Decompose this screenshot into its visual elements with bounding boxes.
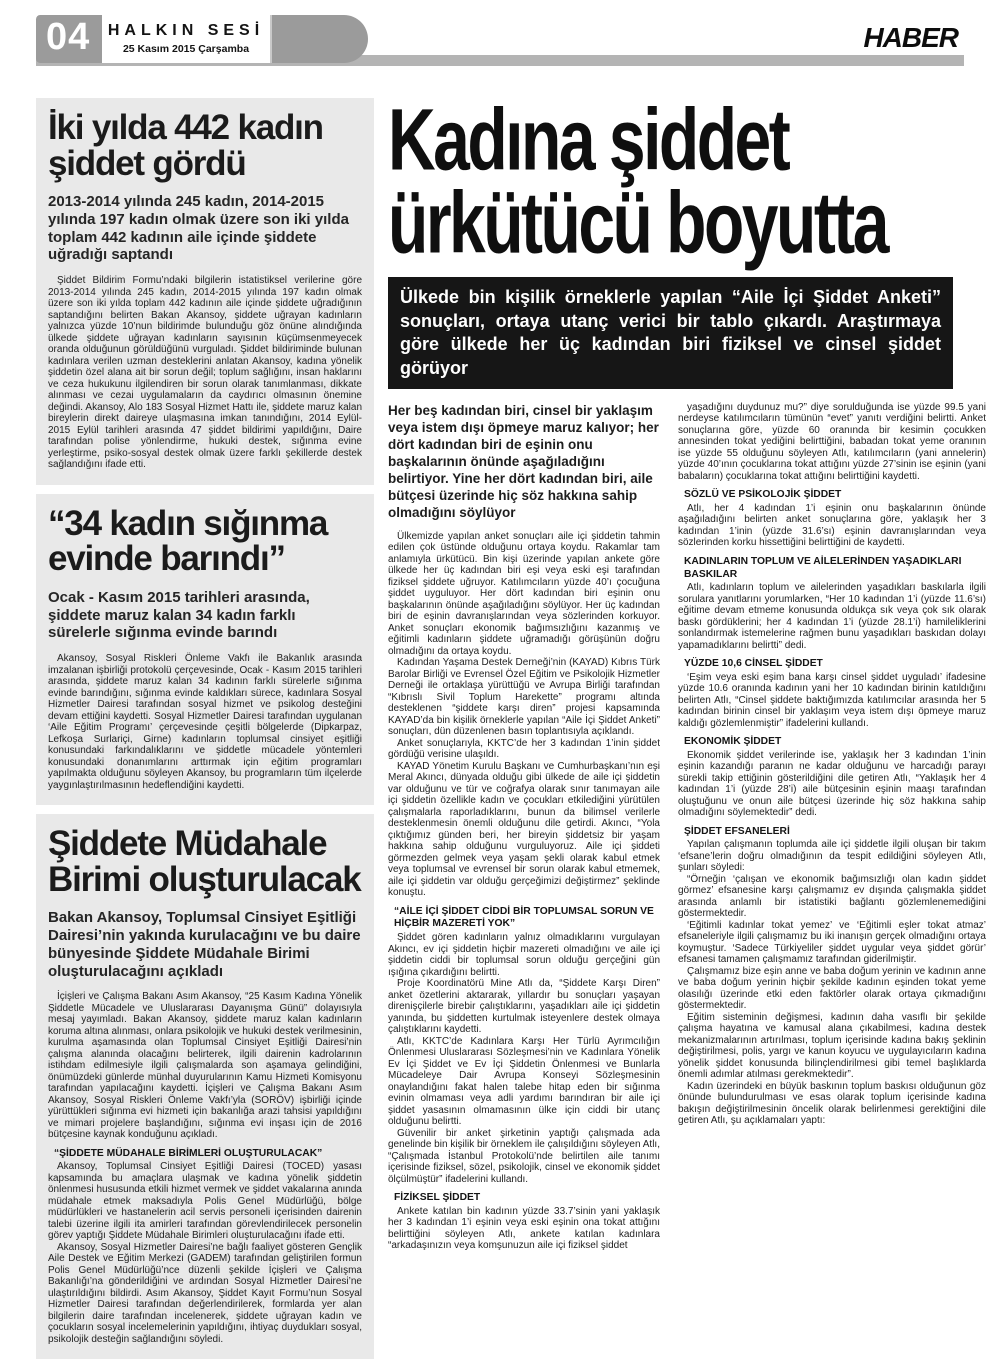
section-subhead: “ŞİDDETE MÜDAHALE BİRİMLERİ OLUŞTURULACAK” (54, 1147, 323, 1159)
page-number: 04 (46, 16, 91, 58)
body-paragraph: Anket sonuçlarıyla, KKTC’de her 3 kadından 1’inin şiddet gördüğü verisine ulaşıldı. (388, 737, 660, 761)
main-body-column-1 (388, 402, 660, 1252)
article-deck: Ocak - Kasım 2015 tarihleri arasında, şiddete maruz kalan 34 kadın farklı sürelerle sığınma evinde barındı (48, 589, 310, 642)
body-paragraph: Proje Koordinatörü Mine Atlı da, “Şiddete Karşı Diren” anket özetlerini aktararak, yıllardır bu sonuçları yaşayan direnişçilerle birebir çalıştıklarını, yaşadıkları aile içi şiddetin yanında, bu şiddetten kurtulmak isteyenlere destek olmaya çalıştıklarını kaydetti. (388, 978, 660, 1036)
lede-box: Ülkede bin kişilik örneklerle yapılan “Aile İçi Şiddet Anketi” sonuçları, ortaya utanç verici bir tablo çıkardı. Araştırmaya göre ülkede her üç kadından biri fiziksel ve cinsel şiddet görüyor (388, 277, 953, 389)
article-deck: Bakan Akansoy, Toplumsal Cinsiyet Eşitliği Dairesi’nin yakında kurulacağını ve bu daire bünyesinde Şiddete Müdahale Birimi oluşturulacağını açıkladı (48, 909, 361, 980)
body-paragraph: Ekonomik şiddet verilerinde ise, yaklaşık her 3 kadından 1’inin eşinin kazandığı paranın ne kadar olduğunu ve harcadığı parayı sürekli takip ettiğinin gösterildiğini dile getiren Atlı, “Yaklaşık her 4 kadından 1’i (yüzde 28’i) aile bütçesinin eşinin maaşı tarafından oluştuğunu ve onun aile bütçesi üzerinde hiç söz hakkına sahip olmadığını söylemektedir” dedi. (678, 749, 986, 819)
body-paragraph: Akansoy, Sosyal Riskleri Önleme Vakfı ile Bakanlık arasında imzalanan işbirliği protokolü çerçevesinde, Ocak - Kasım 2015 tarihleri arasında, şiddete maruz kalan 34 kadının farklı sürelerle sığınma evinde barındığını, sığınma evinde kaldıkları sürece, kadınlara Sosyal Hizmetler Dairesi tarafından sosyal hizmet ve psikolog desteğini devam ettiğini kaydetti. Sosyal Hizmetler Dairesi tarafından uygulanan ‘Aile Eğitim Programı’ çerçevesinde çeşitli bölgelerde (Dipkarpaz, Lefkoşa Surlariçi, Girne) kadınların toplumsal cinsiyet eşitliği konusundaki farkındalıklarını ve şiddetle mücadele yöntemleri konusundaki donanımlarını arttırmak için eğitim programları yapılmakta olduğunu söyleyen Akansoy, bu programların tüm ilçelerde yaygınlaştırılmasının hedeflendiğini kaydetti. (48, 653, 362, 791)
main-article (388, 90, 986, 1368)
article-body (48, 991, 362, 1345)
body-paragraph: Yapılan çalışmanın toplumda aile içi şiddetle ilgili oluşan bir takım ‘efsane’lerin doğru olmadığının da tespit edildiğini söyleyen Atlı, şunları söyledi: (678, 839, 986, 874)
body-paragraph: ‘Eşim veya eski eşim bana karşı cinsel şiddet uyguladı’ ifadesine yüzde 10.6 oranında kadının yani her 10 kadından birinin katıldığını belirten Atlı, “Cinsel şiddete baktığımızda katılımcılar arasında her 5 kadından birinin cinsel bir yaklaşım veya istem dışı öpmeye maruz kaldığı gözlemlenmiştir” ifadelerini kullandı. (678, 671, 986, 729)
body-paragraph: Akansoy, Sosyal Hizmetler Dairesi’ne bağlı faaliyet gösteren Gençlik Aile Destek ve Eğitim Merkezi (GADEM) tarafından geliştirilen formun Polis Genel Müdürlüğü’nce düzenli şekilde İçişleri ve Çalışma Bakanlığı’na gönderildiğini ve ardından Sosyal Hizmetler Dairesi’ne ulaştırıldığını bildirdi. Asım Akansoy, Şiddet Kayıt Formu’nun Sosyal Hizmetler Dairesi tarafından değerlendirilerek, formlarda yer alan bilgilerin daire tarafından incelenerek, şiddete uğrayan kadın ve çocukların sosyal incelemelerinin yapıldığını, ihtiyaç duydukları sosyal, psikolojik desteğin sağlandığını söyledi. (48, 1241, 362, 1345)
body-paragraph: Güvenilir bir anket şirketinin yaptığı çalışmada ada genelinde bin kişilik bir örneklem ile çalışıldığını söyleyen Atlı, “Çalışmada İstanbul Protokolü’nde belirtilen aile tanımı içerisinde fiziksel, sözel, psikolojik, cinsel ve ekonomik şiddet ölçülmüştür” ifadelerini kullandı. (388, 1127, 660, 1185)
body-paragraph: Kadın üzerindeki en büyük baskının toplum baskısı olduğunun göz önünde bulundurulması ve esas olarak toplum içerisinde kadına bakışın değiştirilmesinin öncelik olarak belirlenmesi gerektiğini dile getiren Atlı, şu açıklamaları yaptı: (678, 1080, 986, 1127)
page-content (0, 80, 992, 1368)
section-subhead: “AİLE İÇİ ŞİDDET CİDDİ BİR TOPLUMSAL SORUN VE HİÇBİR MAZERETİ YOK” (394, 905, 654, 930)
masthead (102, 15, 272, 63)
column-2-text (678, 402, 986, 1127)
body-paragraph: yaşadığını duydunuz mu?” diye sorulduğunda ise yüzde 99.5 yani nerdeyse katılımcıların tümünün “evet” yanıtı verdiğini belirtti. Anket sonuçlarına göre, yüzde 60 oranında bir kesimin çocukken annesinden tokat yediğini belirttiğini, babadan tokat yeme oranının ise yüzde 55 olduğunu söyleyen Atlı, katılımcıların (yani annelerin) yüzde 40’ının çocuklarına tokat attığını yüzde 27’sinin ise eşinin (yani babaların) çocuklarına tokat attığını belirttiğini kaydetti. (678, 401, 986, 482)
sidebar-article-1 (36, 98, 374, 485)
sidebar-article-3 (36, 814, 374, 1359)
body-paragraph: Atlı, KKTC’de Kadınlara Karşı Her Türlü Ayrımcılığın Önlenmesi Uluslararası Sözleşmesi’nin ve Kadınlara Yönelik Ev İçi Şiddet ve Ev İçi Şiddetin Önlenmesi ve Bunlarla Mücadeleye Dair Avrupa Konseyi Sözleşmesinin onaylandığını fakat halen talebe hitap eden bir sığınma evinin olmaması veya adli yardımı barındıran bir aile içi şiddet yasasının olmamasının ülke için ciddi bir utanç olduğunu belirtti. (388, 1035, 660, 1128)
masthead-name: HALKIN SESİ (107, 22, 265, 39)
section-label: HABER (863, 22, 958, 53)
article-headline: Şiddete Müdahale Birimi oluşturulacak (48, 824, 361, 899)
body-paragraph: Atlı, kadınların toplum ve ailelerinden yaşadıkları baskılarla ilgili sorulara yanıtlarını yorumlarken, “Her 10 kadından 1’i (yüzde 11.6’sı) eğitime devam etmeme konusunda oldukça sık veya çok sık olarak baskı gördüklerini; her 4 kadından 1’i (yüzde 28.1’i) hamileliklerini sonlandırmak istemelerine rağmen bunu yaşadıkları baskıdan dolayı yapamadıklarını belirtti” dedi. (678, 582, 986, 651)
bold-intro: Her beş kadından biri, cinsel bir yaklaşım veya istem dışı öpmeye maruz kalıyor; her dört kadından biri de eşinin onu başkalarının önünde aşağıladığını belirtiyor. Yine her dört kadından biri, aile bütçesi üzerinde hiç söz hakkına sahip olmadığını söylüyor (388, 402, 659, 520)
section-subhead: YÜZDE 10,6 CİNSEL ŞİDDET (684, 658, 823, 670)
section-subhead: FİZİKSEL ŞİDDET (394, 1192, 481, 1204)
body-paragraph: Akansoy, Toplumsal Cinsiyet Eşitliği Dairesi (TOCED) yasası kapsamında bu amaçlara ulaşmak ve kadına yönelik şiddetin önlenmesi hususunda etkili hizmet vermek ve şiddet vakalarına anında müdahale etmek maksadıyla Polis Genel Müdürlüğü, bölge müdürlükleri ve hastanelerin acil servis personeli içerisinden dairenin talebi üzerine ilgili ita amirleri tarafından görevlendirilecek personelin görev yaptığı Şiddete Müdahale Birimleri oluşturulacağını ifade etti. (48, 1161, 362, 1242)
article-body (48, 275, 362, 471)
masthead-date: 25 Kasım 2015 Çarşamba (122, 43, 250, 55)
body-paragraph: Atlı, her 4 kadından 1’i eşinin onu başkalarının önünde aşağıladığını belirten anket sonuçlarına göre, yaklaşık her 3 kadından 1’inin (yüzde 31.6’sı) eşinin davranışlarından veya sözlerinden korku hissettiğini belirttiğini de kaydetti. (678, 502, 986, 549)
body-paragraph: Ülkemizde yapılan anket sonuçları aile içi şiddetin tahmin edilen çok üstünde olduğunu ortaya koydu. Rakamlar tam anlamıyla ürkütücü. Bin kişi üzerinde yapılan ankete göre ülkede her üç kadından biri eşi veya eski eşi tarafından fiziksel şiddete uğruyor. Katılımcıların yüzde 40’ı çocuğuna şiddet uyguluyor. Her dört kadından biri eşinin onu başkalarının önünde aşağıladığını söylüyor. Her üç kadından biri de eşinin davranışlarından veya sözlerinden korkuyor. Anket sonuçları ekonomik bağımsızlığını kazanmış ve eğitimli kadınların şiddete uğramadığı görüşünün doğru olmadığını da ortaya koydu. (388, 530, 660, 657)
body-paragraph: Kadından Yaşama Destek Derneği’nin (KAYAD) Kıbrıs Türk Barolar Birliği ve Evrensel Özel Eğitim ve Psikolojik Hizmetler Derneği ile ortaklaşa yürüttüğü ve Avrupa Birliği tarafından “Kıbrıslı Sivil Toplum Harekette” programı altında desteklenen “şiddete karşı diren” projesi kapsamında KAYAD’da bin kişilik örneklerle yapılan “Aile İçi Şiddet Anketi” sonuçları, dün düzenlenen basın toplantısıyla açıklandı. (388, 657, 660, 738)
article-deck: 2013-2014 yılında 245 kadın, 2014-2015 yılında 197 kadın olmak üzere son iki yılda toplam 442 kadının aile içinde şiddete uğradığı saptandı (48, 193, 349, 264)
body-paragraph: Çalışmamız bize eşin anne ve baba doğum yerinin ve kadının anne ve baba doğum yerinin hiçbir şekilde kadının eşinden tokat yeme olasılığı üzerinde etki eden faktörler olarak ortaya çıkmadığını göstermektedir. (678, 965, 986, 1012)
body-paragraph: ‘Eğitimli kadınlar tokat yemez’ ve ‘Eğitimli eşler tokat atmaz’ efsaneleriyle ilgili çalışmamız bu iki inanışın gerçek olmadığını ortaya koymuştur. ‘Sadece Türkiyeliler şiddet uygular veya şiddet görür’ efsanesi tamamen çalışmamız tarafından giderilmiştir. (678, 919, 986, 966)
section-subhead: KADINLARIN TOPLUM VE AİLELERİNDEN YAŞADIKLARI BASKILAR (684, 555, 962, 580)
article-headline: “34 kadın sığınma evinde barındı” (48, 503, 328, 579)
body-paragraph: “Örneğin ‘çalışan ve ekonomik bağımsızlığı olan kadın şiddet görmez’ efsanesine karşı çalışmamız ev dışında çalışmakla şiddet arasında anlamlı bir istatistiki bağlantı gözlemlenemediğini göstermektedir. (678, 873, 986, 920)
body-paragraph: Şiddet Bildirim Formu’ndaki bilgilerin istatistiksel verilerine göre 2013-2014 yılında 245 kadın, 2014-2015 yılında 197 kadın olmak üzere son iki yılda toplam 442 kadının aile içinde şiddete uğradığının saptandığını belirten Bakan Akansoy, şiddete uğrayan kadınların yalnızca yüzde 10’nun bildirimde bulunduğu göz önüne alındığında ülkede şiddete uğrayan kadınların sayısının küçümsenmeyecek oranda olduğunun görüldüğünü vurguladı. Şiddet bildiriminde bulunan kadınlara verilen uzman desteklerini anlatan Akansoy, kadına yönelik şiddetin özel alana ait bir sorun değil; toplum sağlığını, insan haklarını ve ceza hukukunu ilgilendiren bir sorun olarak tanımlanması, dikkate alınması ve cezai uygulamaların da caydırıcı olmasının önemine değindi. Akansoy, Alo 183 Sosyal Hizmet Hattı ile, şiddete maruz kalan bireylerin direkt daireye ulaşmasına imkan tanındığını, 2014 Eylül-2015 Eylül tarihleri arasında 47 şiddet bildirimi yapıldığını, Daire tarafından polise yönlendirme, hukuki destek, sığınma evine yerleştirme, psiko-sosyal destek olmak üzere farklı şekillerde destek sağlandığını ifade etti. (48, 275, 362, 471)
column-1-text (388, 531, 660, 1252)
main-headline: Kadına şiddet ürkütücü boyutta (388, 90, 887, 271)
main-body-column-2 (678, 402, 986, 1252)
sidebar-column (36, 98, 374, 1368)
body-paragraph: Eğitim sisteminin değişmesi, kadının daha vasıflı bir şekilde çalışma hayatına ve kamusal alana çıkabilmesi, kadına destek mekanizmalarının artırılması, toplum içerisinde kadına bakış şeklinin değiştirilmesi, polis, yargı ve kanun koyucu ve uygulayıcıların kadına yönelik şiddet konusunda bilinçlendirilmesi gibi temel başlıklarda önemli adımlar atılması gerekmektedir”. (678, 1011, 986, 1081)
article-headline: İki yılda 442 kadın şiddet gördü (48, 108, 323, 183)
sidebar-article-2 (36, 494, 374, 805)
body-paragraph: KAYAD Yönetim Kurulu Başkanı ve Cumhurbaşkanı’nın eşi Meral Akıncı, dünyada olduğu gibi ülkede de aile içi şiddetin var olduğunu ve tür ve coğrafya olarak sınır tanımayan aile içi şiddetin özellikle kadın ve çocukları etkilediğini yürütülen çalışmalarla raporladıklarını, bunun da bilimsel verilerle desteklenmesin önemli olduğunu dile getirdi. Akıncı, “Yola çıktığımız günden beri, her bireyin şiddetsiz bir yaşam hakkına sahip olduğunu vurguluyoruz. Aile içi şiddeti görmezden gelmek veya yaşam şekli olarak kabul etmek veya toplumsal ve evrensel bir sorun olarak kabul etmemek, aile içi şiddetin var olduğu gerçeğimizi değiştirmez” şeklinde konuştu. (388, 760, 660, 899)
page-header (0, 0, 992, 80)
section-subhead: EKONOMİK ŞİDDET (684, 736, 782, 748)
section-subhead: SÖZLÜ VE PSİKOLOJİK ŞİDDET (684, 489, 842, 501)
section-subhead: ŞİDDET EFSANELERİ (684, 825, 790, 837)
body-paragraph: İçişleri ve Çalışma Bakanı Asım Akansoy, “25 Kasım Kadına Yönelik Şiddetle Mücadele ve Uluslararası Dayanışma Günü” dolayısıyla mesaj yayımladı. Bakan Akansoy, şiddete maruz kalan kadınların koruma altına alınması, onlara psikolojik ve hukuki destek verilmesinin, kurulma aşamasında olan Toplumsal Cinsiyet Eşitliği Dairesi’nin çalışma alanında olacağını belirterek, ilgili dairenin kadrolarının istihdam edilmesiyle ilgili çalışmalarda son aşamaya gelindiğini, önümüzdeki günlerde münhal duyurularının Kamu Hizmeti Komisyonu tarafından yapılacağını kaydetti. İçişleri ve Çalışma Bakanı Asım Akansoy, Sosyal Riskleri Önleme Vakfı’yla (SORÖV) işbirliği içinde yürüttükleri sığınma evi hizmeti için bakanlığa arazi tahsisi yapıldığını ve mimari projelere başlandığını, sığınma evi inşası için de 2016 bütçesine kaynak konduğunu açıkladı. (48, 991, 362, 1141)
body-paragraph: Ankete katılan bin kadının yüzde 33.7’sinin yani yaklaşık her 3 kadından 1’i eşinin veya eski eşinin ona tokat attığını belirttiğini söyleyen Atlı, ankete katılan kadınlara “arkadaşınızın veya komşunuzun aile içi fiziksel şiddet (388, 1205, 660, 1252)
main-body-columns (388, 402, 986, 1252)
article-body (48, 653, 362, 791)
body-paragraph: Şiddet gören kadınların yalnız olmadıklarını vurgulayan Akıncı, ev içi şiddetin hiçbir mazereti olmadığını ve aile içi şiddetin ciddi bir toplumsal sorun olduğu gerçeğini gün ışığına çıkardığını belirtti. (388, 932, 660, 978)
